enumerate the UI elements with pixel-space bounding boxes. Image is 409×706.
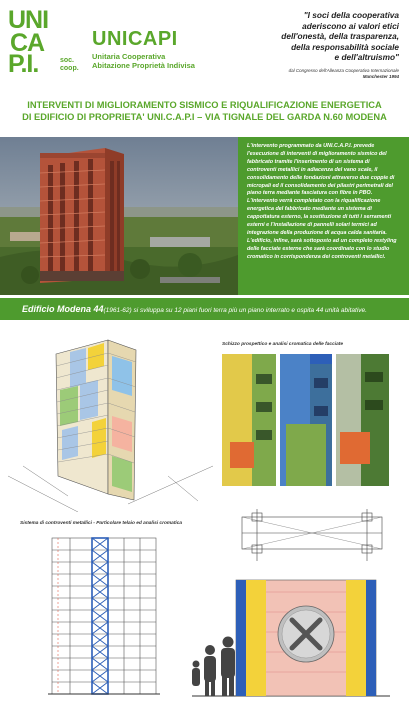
quote-source <box>229 68 399 80</box>
axonometric-drawing <box>8 326 213 512</box>
svg-text:P.I.: P.I. <box>8 50 39 72</box>
facade-sketches <box>222 354 389 486</box>
svg-text:soc.: soc. <box>60 57 75 64</box>
brand-name: UNICAPI <box>92 28 178 50</box>
quote-line: dell'onestà, della trasparenza, <box>281 31 399 41</box>
quote-line: e dell'altruismo" <box>334 52 399 62</box>
description-paragraph: L'intervento programmato da UNI.C.A.P.I. prevede l'esecuzione di interventi di miglioramento sismico del fabbricato tramite l'inserimento di un sistema di controventi metallici in adiacenza del vano scale, il consolidamento delle fondazioni attraverso due coppie di micropali ed il consolidamento dei pilastri perimetrali del piano terra mediante fasciatura con fibre in PBO. L'intervento verrà completato con la riqualificazione energetica del fabbricato mediante un sistema di cappottatura esterno, la sostituzione di tutti i serramenti esterni e l'installazione di pannelli solari termici ad integrazione della produzione di acqua calda sanitaria. <box>247 143 395 236</box>
svg-text:CA: CA <box>10 29 45 57</box>
project-description <box>238 137 409 295</box>
bracing-caption: Sistema di controventi metallici - Particolare telaio ed analisi cromatica <box>20 521 183 526</box>
building-name: Edificio Modena 44 <box>22 304 104 314</box>
brand-subtitle <box>92 52 195 70</box>
svg-text:UNI: UNI <box>8 6 49 34</box>
bracing-elevation-drawing <box>48 532 160 700</box>
svg-text:coop.: coop. <box>60 65 79 72</box>
brand-subtitle-line1: Unitaria Cooperativa <box>92 52 166 61</box>
building-info-text <box>0 298 367 314</box>
brand-subtitle-line2: Abitazione Proprietà Indivisa <box>92 61 195 70</box>
building-info-band <box>0 298 409 320</box>
title-line1: INTERVENTI DI MIGLIORAMENTO SISMICO E RIQUALIFICAZIONE ENERGETICA <box>27 100 382 110</box>
building-description: (1961-62) si sviluppa su 12 piani fuori terra più un piano interrato e ospita 44 unità abitative. <box>103 307 367 314</box>
description-paragraph: L'edificio, infine, sarà sottoposto ad un completo restyling delle facciate esterne che sarà coordinato con lo studio cromatico in corrispondenza dei controventi metallici. <box>247 237 397 260</box>
quote-line: della responsabilità sociale <box>291 41 399 52</box>
quote-line: "I soci della cooperativa <box>303 10 399 20</box>
quote-source-line1: dal Congresso dell'Alleanza Cooperativa Internazionale <box>288 68 399 73</box>
quote-source-line2: Manchester 1994 <box>362 74 399 79</box>
unicapi-logo <box>8 6 86 72</box>
page-title <box>0 99 409 123</box>
colour-analysis-detail <box>192 572 390 700</box>
quote-line: aderiscono ai valori etici <box>302 20 399 31</box>
building-photo <box>0 137 238 295</box>
sketch-caption: Schizzo prospettico e analisi cromatica delle facciate <box>222 342 344 347</box>
title-line2: DI EDIFICIO DI PROPRIETA' UNI.C.A.P.I – VIA TIGNALE DEL GARDA N.60 MODENA <box>22 112 387 122</box>
ethics-quote <box>229 10 399 63</box>
frame-detail-plan <box>232 505 392 565</box>
